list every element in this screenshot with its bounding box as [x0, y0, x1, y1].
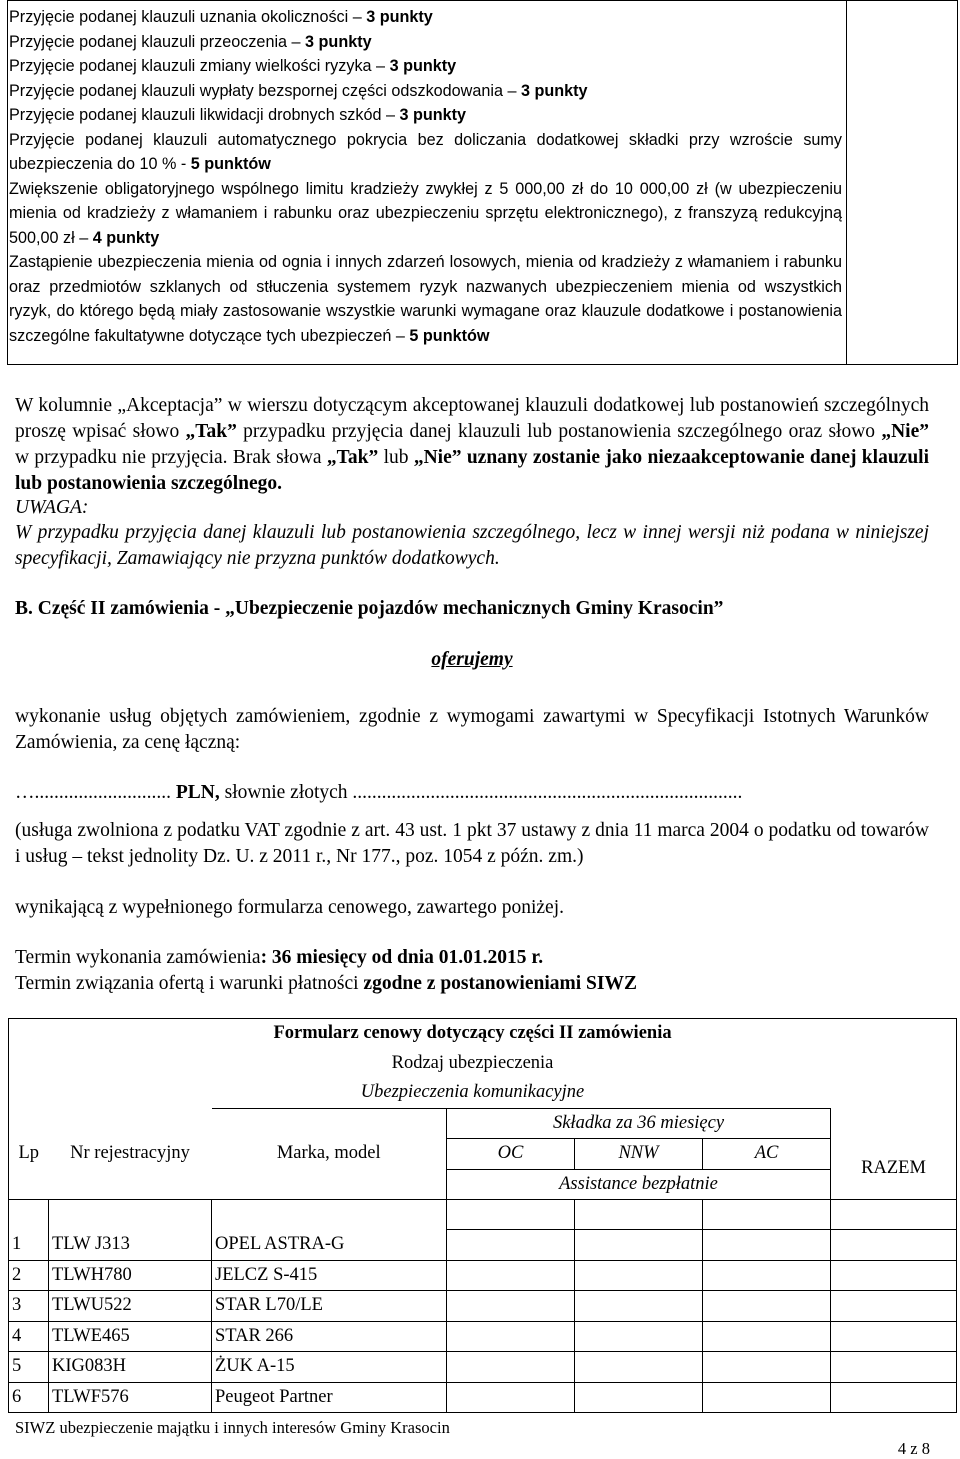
nnw-input[interactable] — [575, 1321, 703, 1352]
razem-input[interactable] — [831, 1321, 957, 1352]
uwaga-text: W przypadku przyjęcia danej klauzuli lub postanowienia szczególnego, lecz w innej wersji niż podana w niniejszej specyfikacji, Zamawiający nie przyzna punktów dodatkowych. — [15, 522, 929, 569]
clause-item: Przyjęcie podanej klauzuli uznania okoliczności – 3 punkty — [9, 8, 433, 26]
price-line: …............................ PLN, słownie złotych ................................................................................ — [15, 782, 743, 803]
razem-input[interactable] — [831, 1230, 957, 1261]
ac-input[interactable] — [703, 1260, 831, 1291]
wykonanie-paragraph: wykonanie usług objętych zamówieniem, zgodnie z wymogami zawartymi w Specyfikacji Istotnych Warunków Zamówienia, za cenę łączną: — [15, 706, 929, 753]
nnw-input[interactable] — [575, 1230, 703, 1261]
col-lp: Lp — [9, 1139, 49, 1170]
razem-input[interactable] — [831, 1260, 957, 1291]
col-assistance: Assistance bezpłatnie — [447, 1169, 831, 1199]
razem-input[interactable] — [831, 1382, 957, 1413]
table-row: 3 TLWU522 STAR L70/LE — [9, 1291, 957, 1322]
skladka-label: Składka za 36 miesięcy — [447, 1108, 831, 1139]
ac-input[interactable] — [703, 1291, 831, 1322]
col-razem: RAZEM — [831, 1139, 957, 1200]
col-oc: OC — [447, 1139, 575, 1170]
oc-input[interactable] — [447, 1382, 575, 1413]
col-ac: AC — [703, 1139, 831, 1170]
ac-input[interactable] — [703, 1230, 831, 1261]
nnw-input[interactable] — [575, 1260, 703, 1291]
acceptance-cell[interactable] — [847, 1, 958, 365]
col-nnw: NNW — [575, 1139, 703, 1170]
razem-input[interactable] — [831, 1352, 957, 1383]
clauses-text-cell — [8, 1, 847, 365]
ac-input[interactable] — [703, 1352, 831, 1383]
clause-item: Przyjęcie podanej klauzuli likwidacji drobnych szkód – 3 punkty — [9, 106, 467, 124]
oc-input[interactable] — [447, 1230, 575, 1261]
wynikajaca-paragraph: wynikającą z wypełnionego formularza cenowego, zawartego poniżej. — [15, 897, 565, 918]
oferujemy-label: oferujemy — [431, 649, 513, 670]
ac-input[interactable] — [703, 1321, 831, 1352]
nnw-input[interactable] — [575, 1352, 703, 1383]
oc-input[interactable] — [447, 1260, 575, 1291]
col-marka: Marka, model — [212, 1139, 447, 1170]
clause-item: Przyjęcie podanej klauzuli zmiany wielkości ryzyka – 3 punkty — [9, 57, 457, 75]
price-form-table — [8, 1018, 957, 1413]
nnw-input[interactable] — [575, 1382, 703, 1413]
clauses-table — [7, 0, 958, 365]
section-b-heading: B. Część II zamówienia - „Ubezpieczenie pojazdów mechanicznych Gminy Krasocin” — [15, 598, 724, 619]
oc-input[interactable] — [447, 1291, 575, 1322]
clause-item: Zwiększenie obligatoryjnego wspólnego limitu kradzieży zwykłej z 5 000,00 zł do 10 000,00 zł (w ubezpieczeniu mienia od kradzieży z włamaniem i rabunku oraz ubezpieczeniu sprzętu elektronicznego), z franszyzą redukcyjną 500,00 zł – 4 punkty — [9, 179, 842, 247]
vat-note: (usługa zwolniona z podatku VAT zgodnie z art. 43 ust. 1 pkt 37 ustawy z dnia 11 marca 2004 o podatku od towarów i usług – tekst jednolity Dz. U. z 2011 r., Nr 177., poz. 1054 z późn. zm.) — [15, 820, 929, 867]
termin-wykonania: Termin wykonania zamówienia: 36 miesięcy od dnia 01.01.2015 r. — [15, 947, 544, 968]
table-row: 5 KIG083H ŻUK A-15 — [9, 1352, 957, 1383]
nnw-input[interactable] — [575, 1291, 703, 1322]
termin-zwiazania: Termin związania ofertą i warunki płatności zgodne z postanowieniami SIWZ — [15, 973, 637, 994]
oc-input[interactable] — [447, 1352, 575, 1383]
komunikacyjne-label: Ubezpieczenia komunikacyjne — [212, 1078, 831, 1108]
instructions-paragraph: W kolumnie „Akceptacja” w wierszu dotyczącym akceptowanej klauzuli dodatkowej lub postanowień szczególnych proszę wpisać słowo „Tak” przypadku przyjęcia danej klauzuli lub postanowienia szczególnego oraz słowo „Nie” w przypadku nie przyjęcia. Brak słowa „Tak” lub „Nie” uznany zostanie jako niezaakceptowanie danej klauzuli lub postanowienia szczególnego. — [15, 395, 930, 494]
oc-input[interactable] — [447, 1321, 575, 1352]
clause-item: Przyjęcie podanej klauzuli wypłaty bezspornej części odszkodowania – 3 punkty — [9, 81, 588, 100]
page-number: 4 z 8 — [897, 1439, 930, 1458]
table-row: 4 TLWE465 STAR 266 — [9, 1321, 957, 1352]
ac-input[interactable] — [703, 1382, 831, 1413]
col-nr: Nr rejestracyjny — [70, 1143, 190, 1164]
clause-item: Przyjęcie podanej klauzuli przeoczenia – 3 punkty — [9, 32, 372, 51]
form-title: Formularz cenowy dotyczący części II zamówienia — [212, 1019, 831, 1049]
uwaga-label: UWAGA: — [15, 497, 89, 518]
rodzaj-label: Rodzaj ubezpieczenia — [391, 1052, 554, 1073]
clause-item: Przyjęcie podanej klauzuli automatycznego pokrycia bez doliczania dodatkowej składki przy wzroście sumy ubezpieczenia do 10 % - 5 punktów — [9, 130, 842, 173]
clause-item: Zastąpienie ubezpieczenia mienia od ognia i innych zdarzeń losowych, mienia od kradzieży z włamaniem i rabunku oraz przedmiotów szklanych od stłuczenia systemem ryzyk nazwanych ubezpieczeniem mienia od wszystkich ryzyk, do którego będą miały zastosowanie wszystkie warunki wymagane oraz klauzule dodatkowe i postanowienia szczególne fakultatywne dotyczące tych ubezpieczeń – 5 punktów — [9, 253, 842, 345]
table-row: 6 TLWF576 Peugeot Partner — [9, 1382, 957, 1413]
table-row: 1 TLW J313 OPEL ASTRA-G — [9, 1230, 957, 1261]
table-row: 2 TLWH780 JELCZ S-415 — [9, 1260, 957, 1291]
razem-input[interactable] — [831, 1291, 957, 1322]
page-footer: SIWZ ubezpieczenie majątku i innych interesów Gminy Krasocin — [15, 1418, 450, 1437]
